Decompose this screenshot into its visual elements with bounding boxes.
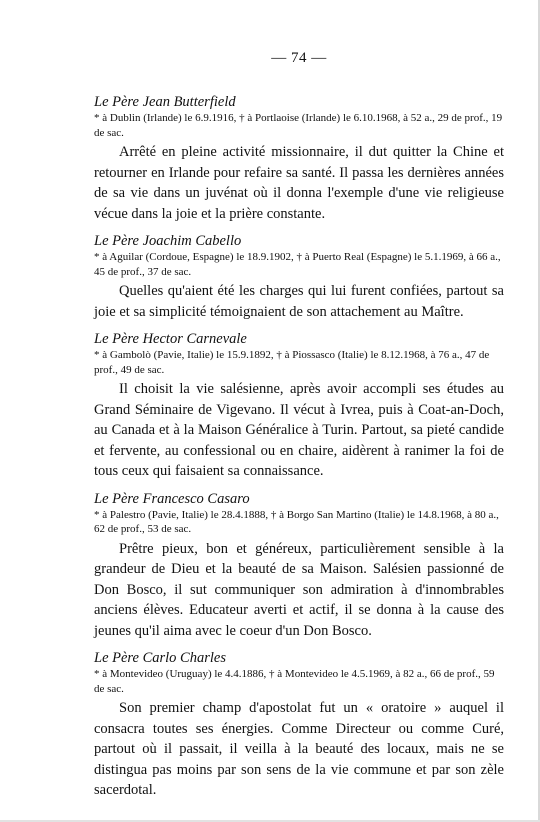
entry-biography: Son premier champ d'apostolat fut un « oratoire » auquel il consacra toutes ses énergies. Comme Directeur ou comme Curé, partout où il passait, il veilla à la beauté des locaux, mais ne se distingua pas moins par son sens de la vie commune et par son zèle sacerdotal. (94, 700, 504, 798)
obituary-entry (94, 649, 504, 801)
entry-biography: Arrêté en pleine activité missionnaire, il dut quitter la Chine et retourner en Irlande pour refaire sa santé. Il passa les dernières années de sa vie dans un juvénat où il donna l'exemple d'une vie religieuse vécue dans la joie et la prière constante. (94, 144, 504, 222)
obituary-entry (94, 93, 504, 224)
entry-biography: Il choisit la vie salésienne, après avoir accompli ses études au Grand Séminaire de Vigevano. Il vécut à Ivrea, puis à Coat-an-Doch, au Canada et à la Maison Généralice à Turin. Partout, sa pieté candide et fervente, au confessional ou en chaire, aidèrent à ranimer la foi de tous ceux qui faisaient sa connaissance. (94, 381, 504, 479)
document-page (94, 50, 504, 809)
entry-name: Le Père Jean Butterfield (94, 94, 236, 110)
obituary-entry (94, 330, 504, 482)
entry-details: * à Gambolò (Pavie, Italie) le 15.9.1892, † à Piossasco (Italie) le 8.12.1968, à 76 a., 47 de prof., 49 de sac. (94, 349, 490, 376)
entry-details: * à Montevideo (Uruguay) le 4.4.1886, † à Montevideo le 4.5.1969, à 82 a., 66 de prof., 59 de sac. (94, 668, 495, 695)
obituary-entry (94, 232, 504, 322)
entry-details: * à Palestro (Pavie, Italie) le 28.4.1888, † à Borgo San Martino (Italie) le 14.8.1968, à 80 a., 62 de prof., 53 de sac. (94, 508, 499, 535)
entry-biography: Quelles qu'aient été les charges qui lui furent confiées, partout sa joie et sa simplicité témoignaient de son attachement au Maître. (94, 283, 504, 320)
obituary-entry (94, 490, 504, 642)
entry-name: Le Père Hector Carnevale (94, 331, 247, 347)
entry-details: * à Dublin (Irlande) le 6.9.1916, † à Portlaoise (Irlande) le 6.10.1968, à 52 a., 29 de prof., 19 de sac. (94, 112, 503, 139)
entry-name: Le Père Francesco Casaro (94, 490, 250, 507)
page-number: — 74 — (271, 50, 327, 66)
entry-details: * à Aguilar (Cordoue, Espagne) le 18.9.1902, † à Puerto Real (Espagne) le 5.1.1969, à 66 a., 45 de prof., 37 de sac. (94, 251, 501, 278)
entry-name: Le Père Carlo Charles (94, 650, 226, 666)
entry-biography: Prêtre pieux, bon et généreux, particulièrement sensible à la grandeur de Dieu et la beauté de sa Maison. Salésien passionné de Don Bosco, il sut communiquer son admiration à d'innombrables anciens élèves. Educateur averti et actif, il se donna à la cause des jeunes qu'il aima avec le coeur d'un Don Bosco. (94, 540, 504, 639)
entry-name: Le Père Joachim Cabello (94, 233, 242, 249)
